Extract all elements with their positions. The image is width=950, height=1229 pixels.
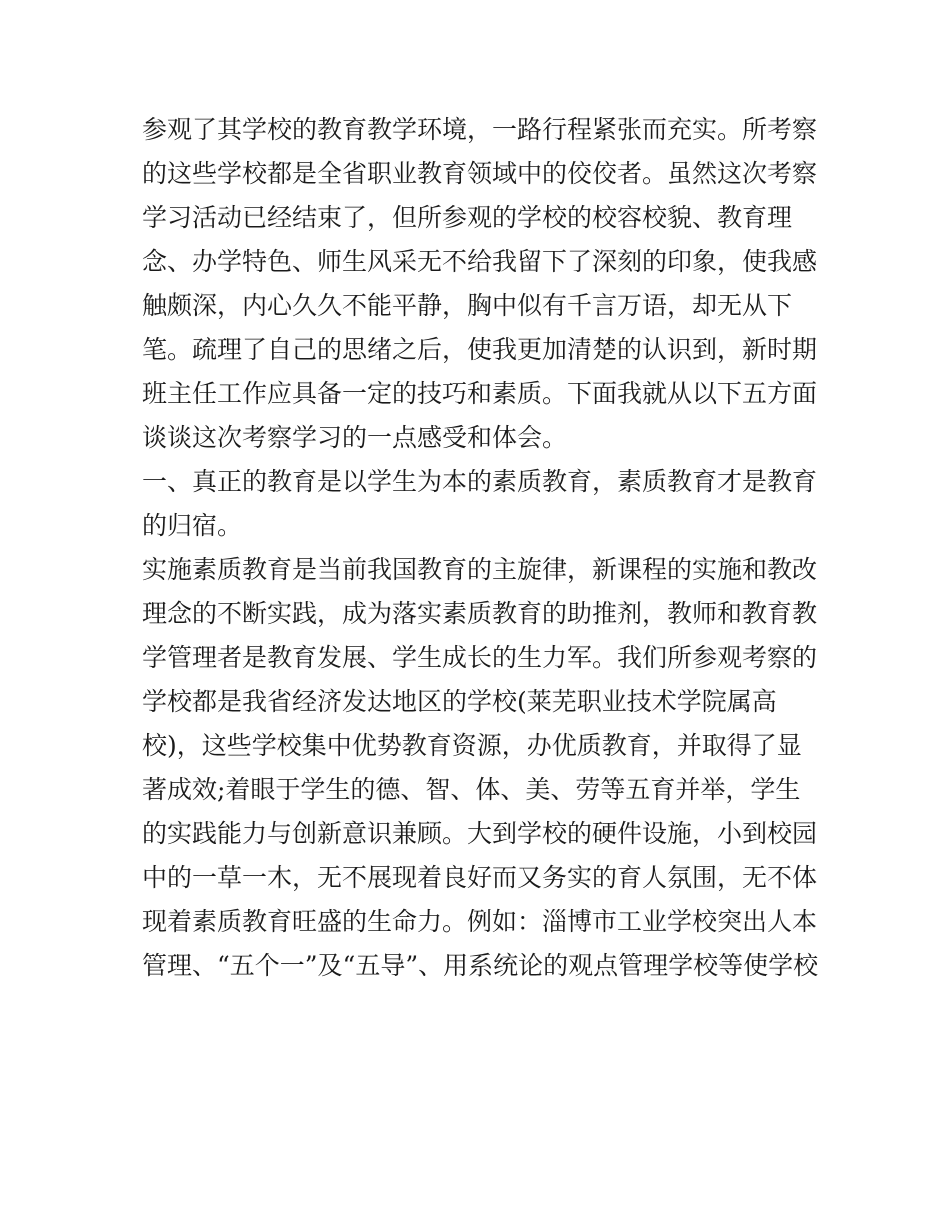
text-line-5: 触颇深，内心久久不能平静，胸中似有千言万语，却无从下 <box>142 291 793 320</box>
section-heading-line-1: 一、真正的教育是以学生为本的素质教育，素质教育才是教育 <box>142 467 818 496</box>
text-line-15: 校)，这些学校集中优势教育资源，办优质教育，并取得了显 <box>142 731 802 760</box>
text-line-18: 中的一草一木，无不展现着良好而又务实的育人氛围，无不体 <box>142 863 818 892</box>
text-line-19: 现着素质教育旺盛的生命力。例如：淄博市工业学校突出人本 <box>142 907 818 936</box>
text-line-13: 学管理者是教育发展、学生成长的生力军。我们所参观考察的 <box>142 643 818 672</box>
text-line-14: 学校都是我省经济发达地区的学校(莱芜职业技术学院属高 <box>142 687 777 716</box>
text-line-12: 理念的不断实践，成为落实素质教育的助推剂，教师和教育教 <box>142 599 818 628</box>
text-line-16: 著成效;着眼于学生的德、智、体、美、劳等五育并举，学生 <box>142 775 801 804</box>
text-line-7: 班主任工作应具备一定的技巧和素质。下面我就从以下五方面 <box>142 379 818 408</box>
text-line-8: 谈谈这次考察学习的一点感受和体会。 <box>142 423 568 452</box>
text-line-3: 学习活动已经结束了，但所参观的学校的校容校貌、教育理 <box>142 203 793 232</box>
section-heading-line-2: 的归宿。 <box>142 511 243 540</box>
text-line-17: 的实践能力与创新意识兼顾。大到学校的硬件设施，小到校园 <box>142 819 818 848</box>
text-line-20: 管理、“五个一”及“五导”、用系统论的观点管理学校等使学校 <box>142 951 819 980</box>
text-line-1: 参观了其学校的教育教学环境，一路行程紧张而充实。所考察 <box>142 115 818 144</box>
text-line-4: 念、办学特色、师生风采无不给我留下了深刻的印象，使我感 <box>142 247 818 276</box>
text-line-2: 的这些学校都是全省职业教育领域中的佼佼者。虽然这次考察 <box>142 159 818 188</box>
text-line-11: 实施素质教育是当前我国教育的主旋律，新课程的实施和教改 <box>142 555 818 584</box>
text-line-6: 笔。疏理了自己的思绪之后，使我更加清楚的认识到，新时期 <box>142 335 818 364</box>
body-text <box>142 108 822 988</box>
